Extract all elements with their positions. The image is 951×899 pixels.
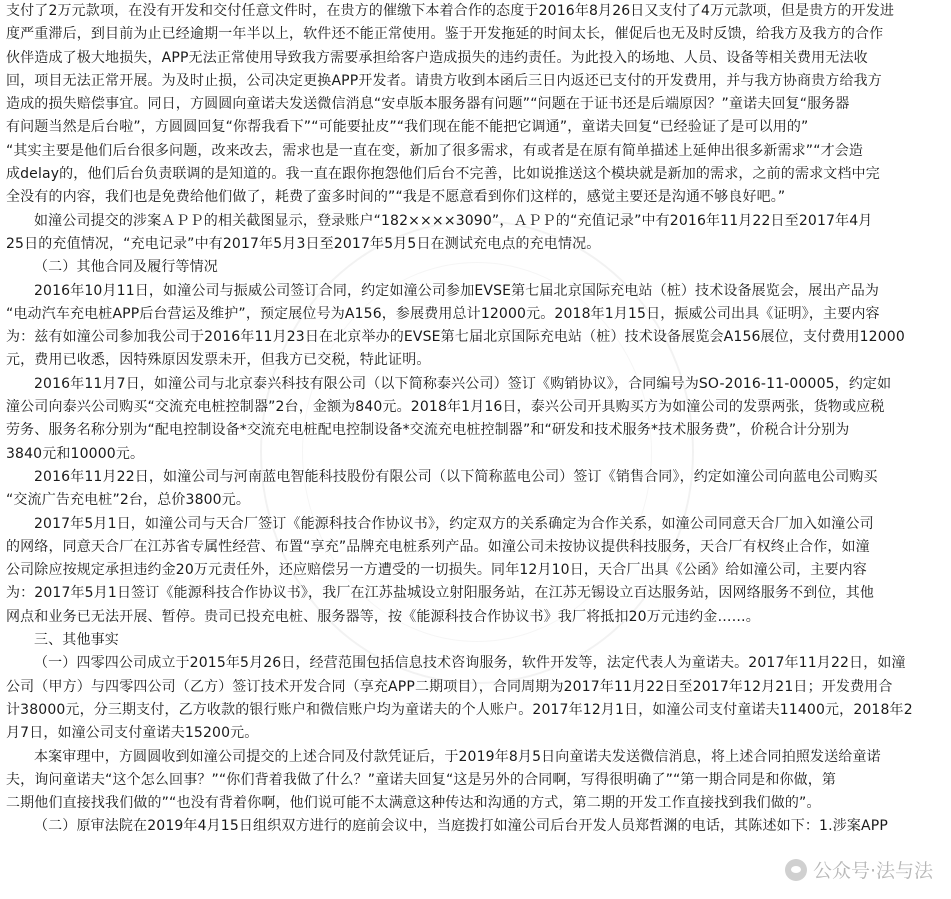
text-line: 为：2017年5月1日签订《能源科技合作协议书》，我厂在江苏盐城设立射阳服务站，在江苏无锡设立百达服务站，因网络服务不到位，其他 [6, 585, 875, 602]
text-line: 劳务、服务名称分别为“配电控制设备*交流充电桩配电控制设备*交流充电桩控制器”和“研发和技术服务*技术服务费”，价税合计分别为 [6, 422, 850, 439]
text-line: 3840元和10000元。 [6, 445, 145, 462]
court-seal-watermark [260, 220, 694, 684]
text-line: 2016年11月22日，如潼公司与河南蓝电智能科技股份有限公司（以下简称蓝电公司）签订《销售合同》，约定如潼公司向蓝电公司购买 [34, 468, 878, 485]
text-line: “交流广告充电桩”2台，总价3800元。 [6, 492, 251, 509]
account-watermark [785, 856, 933, 883]
text-line: 计38000元，分三期支付，乙方收款的银行账户和微信账户均为童诺夫的个人账户。2017年12月1日，如潼公司支付童诺夫11400元，2018年2 [6, 701, 913, 718]
text-line: （二）原审法院在2019年4月15日组织双方进行的庭前会议中，当庭拨打如潼公司后台开发人员郑哲渊的电话，其陈述如下：1.涉案APP [34, 818, 888, 835]
text-line: （二）其他合同及履行等情况 [34, 259, 218, 276]
watermark-text: 公众号·法与法 [812, 860, 933, 882]
text-line: 伙伴造成了极大地损失，APP无法正常使用导致我方需要承担给客户造成损失的违约责任。为此投入的场地、人员、设备等相关费用无法收 [6, 49, 868, 66]
text-line: 25日的充值情况，“充电记录”中有2017年5月3日至2017年5月5日在测试充电点的充电情况。 [6, 235, 601, 252]
text-line: 2017年5月1日，如潼公司与天合厂签订《能源科技合作协议书》，约定双方的关系确定为合作关系，如潼公司同意天合厂加入如潼公司 [34, 515, 874, 532]
text-line: 三、其他事实 [34, 632, 119, 649]
text-line: 为：兹有如潼公司参加我公司于2016年11月23日在北京举办的EVSE第七届北京国际充电站（桩）技术设备展览会A156展位，支付费用12000 [6, 329, 905, 346]
text-line: 公司除应按规定承担违约金20万元责任外，还应赔偿另一方遭受的一切损失。同年12月10日，天合厂出具《公函》给如潼公司，主要内容 [6, 562, 867, 579]
text-line: 成delay的，他们后台负责联调的是知道的。我一直在跟你抱怨他们后台不完善，比如说推送这个模块就是新加的需求，之前的需求文档中完 [6, 166, 880, 183]
text-line: 公司（甲方）与四零四公司（乙方）签订技术开发合同（享充APP二期项目），合同周期为2017年11月22日至2017年12月21日；开发费用合 [6, 678, 893, 695]
text-line: 2016年11月7日，如潼公司与北京泰兴科技有限公司（以下简称泰兴公司）签订《购销协议》，合同编号为SO-2016-11-00005，约定如 [34, 375, 892, 392]
text-line: 网点和业务已无法开展、暂停。贵司已投充电桩、服务器等，按《能源科技合作协议书》我厂将抵扣20万元违约金……。 [6, 608, 760, 625]
text-line: 造成的损失赔偿事宜。同日，方圆圆向童诺夫发送微信消息“安卓版本服务器有问题”“问题在于证书还是后端原因？”童诺夫回复“服务器 [6, 96, 850, 113]
text-line: （一）四零四公司成立于2015年5月26日，经营范围包括信息技术咨询服务，软件开发等，法定代表人为童诺夫。2017年11月22日，如潼 [34, 655, 906, 672]
text-line: 月7日，如潼公司支付童诺夫15200元。 [6, 725, 259, 742]
text-line: 2016年10月11日，如潼公司与振威公司签订合同，约定如潼公司参加EVSE第七届北京国际充电站（桩）技术设备展览会，展出产品为 [34, 282, 880, 299]
wechat-icon [785, 859, 807, 881]
text-line: 回，项目无法正常开展。为及时止损，公司决定更换APP开发者。请贵方收到本函后三日内返还已支付的开发费用，并与我方协商贵方给我方 [6, 72, 882, 89]
text-line: “其实主要是他们后台很多问题，改来改去，需求也是一直在变，新加了很多需求，有或者是在原有简单描述上延伸出很多新需求”“才会造 [6, 142, 864, 159]
text-line: 本案审理中，方圆圆收到如潼公司提交的上述合同及付款凭证后，于2019年8月5日向童诺夫发送微信消息，将上述合同拍照发送给童诺 [34, 748, 881, 765]
text-line: 全没有的内容，我们也是免费给他们做了，耗费了蛮多时间的”“我是不愿意看到你们这样的，感觉主要还是沟通不够良好吧。” [6, 189, 786, 206]
text-line: 二期他们直接找我们做的”“也没有背着你啊，他们说可能不太满意这种传达和沟通的方式，第二期的开发工作直接找到我们做的”。 [6, 795, 821, 812]
text-line: 如潼公司提交的涉案ＡＰＰ的相关截图显示，登录账户“182××××3090”，ＡＰＰ的“充值记录”中有2016年11月22日至2017年4月 [34, 212, 873, 229]
text-line: 的网络，同意天合厂在江苏省专属性经营、布置“享充”品牌充电桩系列产品。如潼公司未按协议提供科技服务，天合厂有权终止合作，如潼 [6, 538, 870, 555]
text-line: 夫，询问童诺夫“这个怎么回事？”“你们背着我做了什么？”童诺夫回复“这是另外的合同啊，写得很明确了”“第一期合同是和你做，第 [6, 771, 837, 788]
text-line: 有问题当然是后台啦”，方圆圆回复“你帮我看下”“可能要扯皮”“我们现在能不能把它调通”，童诺夫回复“已经验证了是可以用的” [6, 119, 809, 136]
text-line: “电动汽车充电桩APP后台营运及维护”，预定展位号为A156，参展费用总计12000元。2018年1月15日，振威公司出具《证明》，主要内容 [6, 305, 880, 322]
text-line: 支付了2万元款项，在没有开发和交付任意文件时，在贵方的催缴下本着合作的态度于2016年8月26日又支付了4万元款项，但是贵方的开发进 [6, 3, 895, 19]
text-line: 潼公司向泰兴公司购买“交流充电桩控制器”2台，金额为840元。2018年1月16日，泰兴公司开具购买方为如潼公司的发票两张，货物或应税 [6, 399, 885, 416]
text-line: 元，费用已收悉，因特殊原因发票未开，但我方已交税，特此证明。 [6, 352, 431, 369]
text-line: 度严重滞后，到目前为止已经逾期一年半以上，软件还不能正常使用。鉴于开发拖延的时间太长，催促后也无及时反馈，给我方及我方的合作 [6, 26, 884, 43]
